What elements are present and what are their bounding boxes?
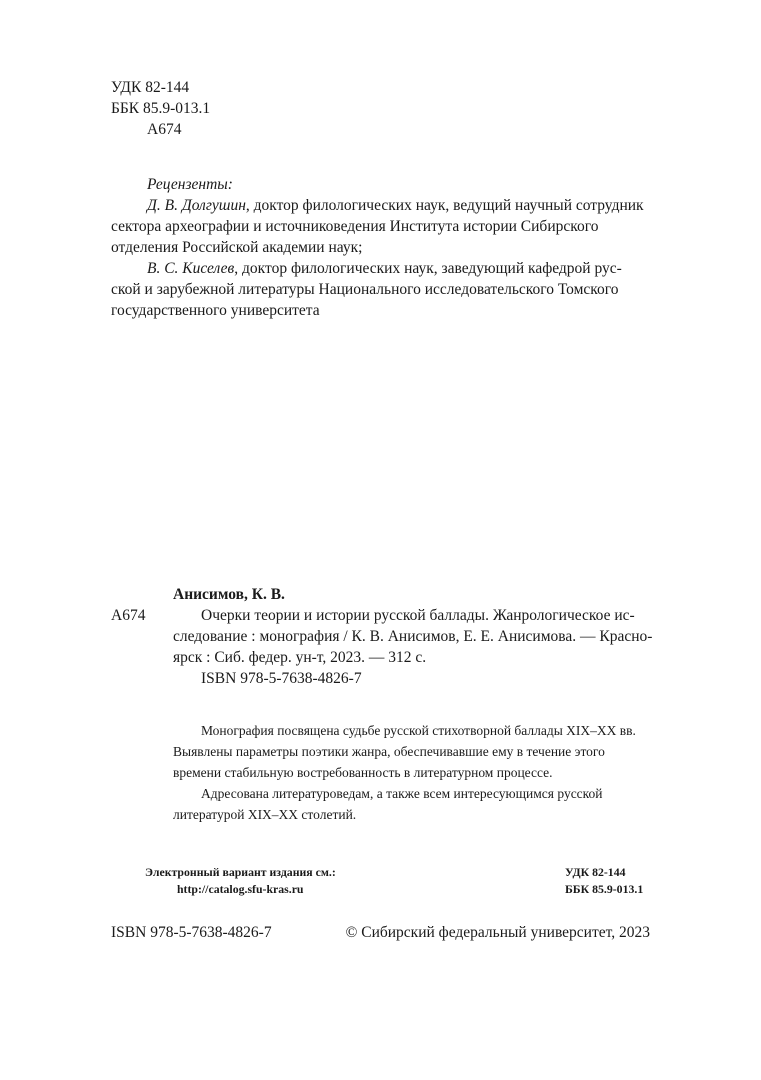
reviewers-heading: Рецензенты: [147, 176, 233, 193]
reviewer-2-line-3: государственного университета [111, 302, 320, 319]
reviewers-block [111, 174, 644, 321]
catalog-desc-line-1: Очерки теории и истории русской баллады. Жанрологическое ис- [201, 607, 635, 624]
abstract-line-4: Адресована литературоведам, а также всем интересующимся русской [201, 786, 603, 801]
abstract-line-3: времени стабильную востребованность в литературном процессе. [173, 765, 553, 780]
catalog-sign: А674 [111, 607, 146, 624]
reviewer-1-rest: , доктор филологических наук, ведущий научный сотрудник [245, 197, 644, 214]
reviewer-2-name: В. С. Киселев [147, 260, 235, 277]
reviewer-1-line-1 [111, 195, 644, 216]
bottom-udk: УДК 82-144 [565, 865, 626, 879]
catalog-description [173, 605, 652, 689]
catalog-isbn: ISBN 978-5-7638-4826-7 [201, 670, 362, 687]
reviewer-2-rest: , доктор филологических наук, заведующий кафедрой рус- [234, 260, 622, 277]
abstract-line-5: литературой XIX–XX столетий. [173, 807, 357, 822]
udk-code: УДК 82-144 [111, 79, 190, 96]
reviewer-1-line-2: сектора археографии и источниковедения Института истории Сибирского [111, 218, 599, 235]
abstract-line-2: Выявлены параметры поэтики жанра, обеспечивавшие ему в течение этого [173, 744, 605, 759]
electronic-url[interactable]: http://catalog.sfu-kras.ru [177, 882, 304, 896]
catalog-desc-line-3: ярск : Сиб. федер. ун-т, 2023. — 312 с. [173, 649, 427, 666]
bottom-bbk: ББК 85.9-013.1 [565, 882, 644, 896]
catalog-author: Анисимов, К. В. [173, 586, 285, 603]
reviewer-2-line-1 [111, 258, 644, 279]
footer-copyright: © Сибирский федеральный университет, 2023 [345, 924, 650, 941]
abstract-line-1: Монография посвящена судьбе русской стихотворной баллады XIX–XX вв. [201, 723, 636, 738]
electronic-label: Электронный вариант издания см.: [145, 865, 336, 879]
reviewer-1-name: Д. В. Долгушин [147, 197, 246, 214]
bbk-code: ББК 85.9-013.1 [111, 100, 211, 117]
reviewer-1-line-3: отделения Российской академии наук; [111, 239, 363, 256]
footer-isbn: ISBN 978-5-7638-4826-7 [111, 924, 272, 941]
classification-block [111, 77, 210, 140]
abstract-block [173, 720, 636, 825]
author-sign: А674 [147, 121, 182, 138]
catalog-desc-line-2: следование : монография / К. В. Анисимов, Е. Е. Анисимова. — Красно- [173, 628, 653, 645]
reviewer-2-line-2: ской и зарубежной литературы Национального исследовательского Томского [111, 281, 619, 298]
